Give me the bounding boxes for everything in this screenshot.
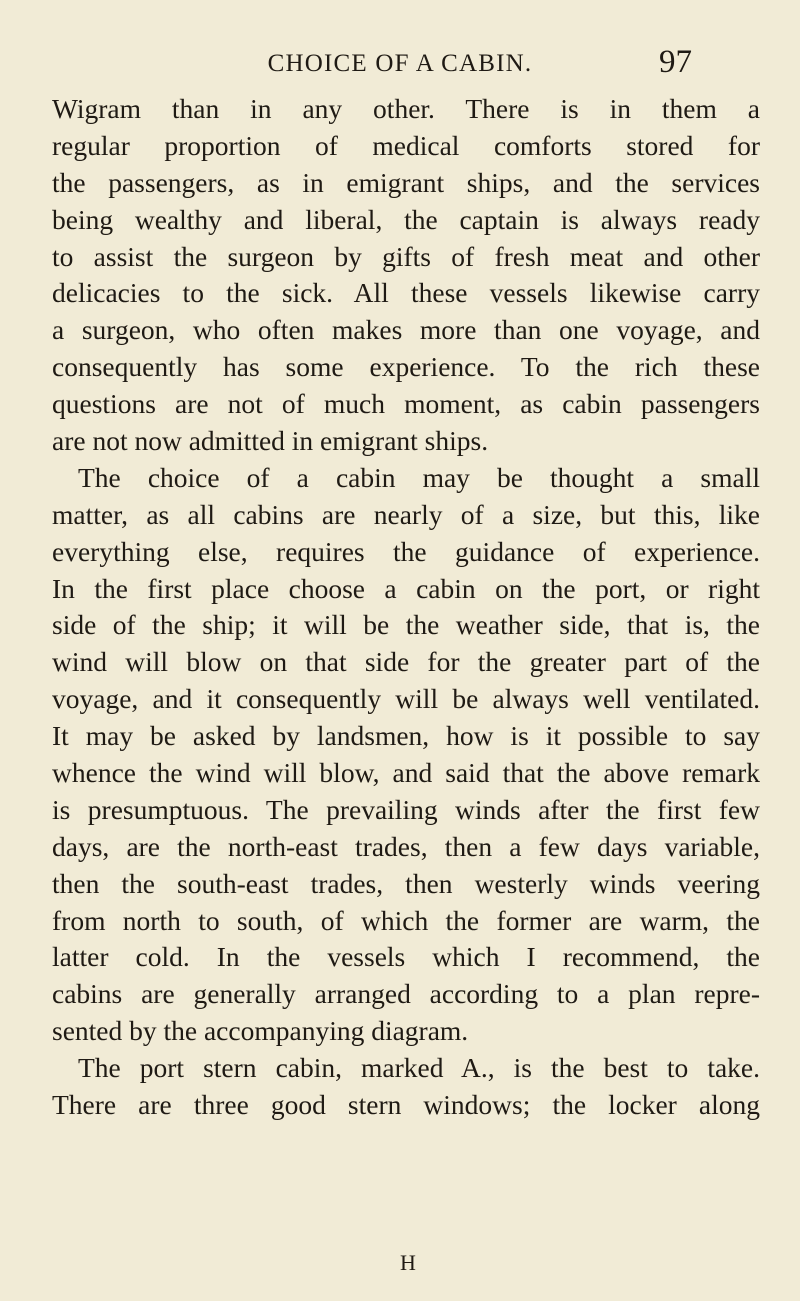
page-number: 97 xyxy=(659,44,692,80)
text-line: In the first place choose a cabin on the port, or right xyxy=(52,572,760,604)
text-line: matter, as all cabins are nearly of a size, but this, like xyxy=(52,498,760,530)
text-line: everything else, requires the guidance of experience. xyxy=(52,535,760,567)
text-line: is presumptuous. The prevailing winds after the first few xyxy=(52,793,760,825)
text-line: cabins are generally arranged according to a plan repre- xyxy=(52,978,760,1010)
running-title: CHOICE OF A CABIN. xyxy=(267,50,533,77)
text-line: latter cold. In the vessels which I recommend, the xyxy=(52,941,760,973)
text-line: are not now admitted in emigrant ships. xyxy=(52,425,489,457)
text-line: There are three good stern windows; the locker along xyxy=(52,1089,760,1121)
text-line: The choice of a cabin may be thought a small xyxy=(78,461,760,493)
text-line: Wigram than in any other. There is in them a xyxy=(52,93,760,124)
text-line: being wealthy and liberal, the captain is always ready xyxy=(52,203,760,235)
signature-mark: H xyxy=(400,1250,417,1275)
text-line: from north to south, of which the former are warm, the xyxy=(52,904,760,936)
text-line: to assist the surgeon by gifts of fresh meat and other xyxy=(52,240,760,272)
text-line: the passengers, as in emigrant ships, and the services xyxy=(52,166,760,198)
text-line: The port stern cabin, marked A., is the best to take. xyxy=(78,1052,760,1084)
text-line: a surgeon, who often makes more than one voyage, and xyxy=(52,314,760,346)
text-line: days, are the north-east trades, then a few days variable, xyxy=(52,830,760,862)
text-line: consequently has some experience. To the rich these xyxy=(52,351,760,383)
text-line: wind will blow on that side for the greater part of the xyxy=(52,646,760,678)
text-line: delicacies to the sick. All these vessels likewise carry xyxy=(52,277,760,309)
body-text xyxy=(52,91,760,1124)
text-line: then the south-east trades, then westerly winds veering xyxy=(52,867,760,899)
text-line: sented by the accompanying diagram. xyxy=(52,1015,469,1047)
running-header xyxy=(0,44,800,90)
text-line: regular proportion of medical comforts stored for xyxy=(52,129,760,161)
text-line: side of the ship; it will be the weather side, that is, the xyxy=(52,609,760,641)
text-line: whence the wind will blow, and said that the above remark xyxy=(52,757,760,789)
text-line: questions are not of much moment, as cabin passengers xyxy=(52,388,760,420)
text-line: voyage, and it consequently will be always well ventilated. xyxy=(52,683,760,715)
text-line: It may be asked by landsmen, how is it possible to say xyxy=(52,720,760,752)
